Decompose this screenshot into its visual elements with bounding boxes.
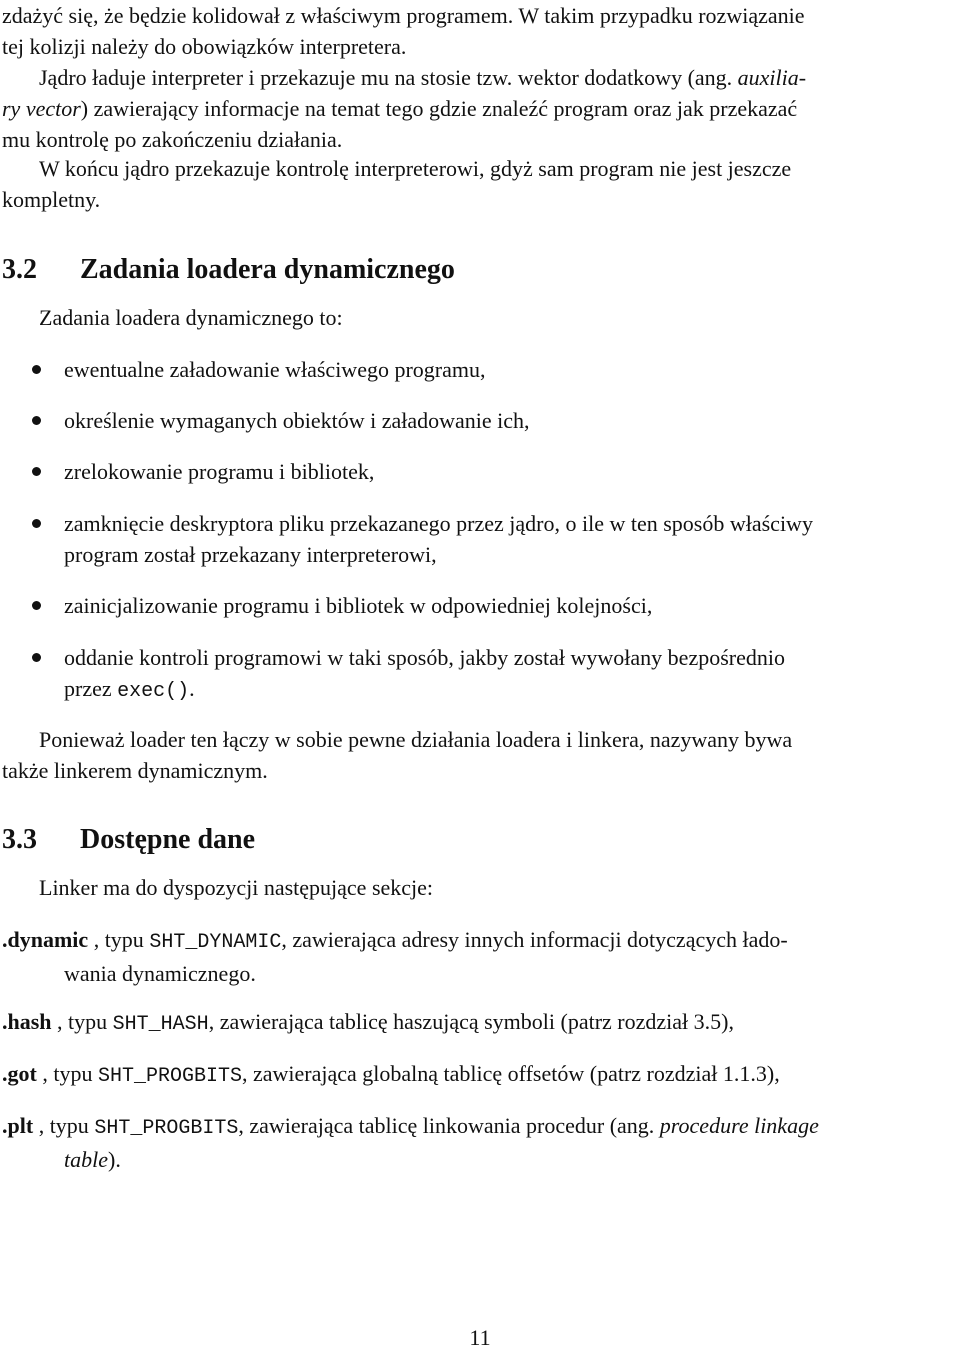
section-term: .plt bbox=[2, 1113, 34, 1138]
text-span: ). bbox=[108, 1147, 121, 1172]
paragraph-line bbox=[2, 93, 958, 124]
paragraph-line: W końcu jądro przekazuje kontrolę interpreterowi, gdyż sam program nie jest jeszcze bbox=[39, 156, 792, 181]
paragraph-line: także linkerem dynamicznym. bbox=[2, 758, 268, 783]
paragraph-line: kompletny. bbox=[2, 187, 101, 212]
bullet-icon bbox=[32, 416, 41, 425]
italic-term: procedure linkage bbox=[659, 1113, 819, 1138]
text-span: , typu bbox=[36, 1061, 98, 1086]
italic-term: auxilia- bbox=[737, 65, 807, 90]
definition-item bbox=[0, 924, 960, 989]
text-span: , typu bbox=[88, 927, 150, 952]
paragraph-line: zdażyć się, że będzie kolidował z właściwym programem. W takim przypadku rozwiązanie bbox=[2, 3, 805, 28]
paragraph-line: mu kontrolę po zakończeniu działania. bbox=[2, 127, 343, 152]
section-term: .hash bbox=[2, 1009, 52, 1034]
section-term: .dynamic bbox=[2, 927, 89, 952]
section-title: Dostępne dane bbox=[80, 824, 256, 855]
text-span: , zawierająca adresy innych informacji dotyczących łado- bbox=[281, 927, 788, 952]
paragraph-kernel-handoff bbox=[2, 153, 958, 215]
code-span: SHT_PROGBITS bbox=[94, 1117, 239, 1140]
definition-item bbox=[0, 1110, 960, 1175]
text-span: , zawierająca tablicę haszującą symboli (patrz rozdział 3.5), bbox=[208, 1009, 734, 1034]
section-term: .got bbox=[2, 1061, 37, 1086]
list-item-text: program został przekazany interpreterowi, bbox=[64, 542, 437, 567]
definition-item bbox=[0, 1058, 960, 1092]
bullet-icon bbox=[32, 519, 41, 528]
list-item-text: określenie wymaganych obiektów i załadowanie ich, bbox=[64, 408, 530, 433]
code-span: exec() bbox=[117, 680, 190, 703]
paragraph-line: tej kolizji należy do obowiązków interpretera. bbox=[2, 34, 407, 59]
paragraph-line bbox=[2, 62, 958, 93]
list-item-text: zrelokowanie programu i bibliotek, bbox=[64, 459, 375, 484]
bullet-icon bbox=[32, 365, 41, 374]
text-span: , typu bbox=[51, 1009, 113, 1034]
code-span: SHT_PROGBITS bbox=[97, 1065, 242, 1088]
paragraph-collision bbox=[2, 0, 958, 62]
definition-item bbox=[0, 1006, 960, 1040]
text-span: Jądro ładuje interpreter i przekazuje mu na stosie tzw. wektor dodatkowy (ang. bbox=[39, 65, 738, 90]
bullet-icon bbox=[32, 467, 41, 476]
text-span: . bbox=[189, 676, 195, 701]
bullet-icon bbox=[32, 601, 41, 610]
section-intro: Linker ma do dyspozycji następujące sekcje: bbox=[39, 875, 434, 900]
list-item bbox=[64, 590, 960, 621]
list-item-text bbox=[64, 673, 960, 707]
italic-term: table bbox=[64, 1147, 108, 1172]
definition-line: wania dynamicznego. bbox=[64, 961, 256, 986]
code-span: SHT_DYNAMIC bbox=[149, 931, 282, 954]
italic-term: ry vector bbox=[2, 96, 81, 121]
text-span: przez bbox=[64, 676, 118, 701]
page-number: 11 bbox=[469, 1325, 491, 1350]
list-item-text: oddanie kontroli programowi w taki sposób, jakby został wywołany bezpośrednio bbox=[64, 645, 785, 670]
code-span: SHT_HASH bbox=[112, 1013, 209, 1036]
list-item-text: ewentualne załadowanie właściwego programu, bbox=[64, 357, 486, 382]
section-heading bbox=[2, 822, 255, 858]
section-intro: Zadania loadera dynamicznego to: bbox=[39, 305, 343, 330]
section-title: Zadania loadera dynamicznego bbox=[80, 254, 455, 285]
bullet-icon bbox=[32, 653, 41, 662]
paragraph-line: Ponieważ loader ten łączy w sobie pewne działania loadera i linkera, nazywany bywa bbox=[39, 727, 793, 752]
text-span: , zawierająca tablicę linkowania procedur (ang. bbox=[238, 1113, 660, 1138]
list-item bbox=[64, 642, 960, 707]
list-item bbox=[64, 405, 960, 436]
definition-line bbox=[0, 924, 960, 958]
section-number: 3.3 bbox=[2, 824, 37, 855]
list-item-text: zamknięcie deskryptora pliku przekazanego przez jądro, o ile w ten sposób właściwy bbox=[64, 511, 813, 536]
list-item bbox=[64, 508, 960, 570]
list-item bbox=[64, 456, 960, 487]
definition-line bbox=[0, 1006, 960, 1040]
section-heading bbox=[2, 252, 455, 288]
paragraph-dynamic-linker bbox=[2, 724, 958, 786]
definition-line bbox=[0, 1058, 960, 1092]
list-item-text: zainicjalizowanie programu i bibliotek w odpowiedniej kolejności, bbox=[64, 593, 653, 618]
definition-line bbox=[0, 1144, 960, 1175]
text-span: ) zawierający informacje na temat tego gdzie znaleźć program oraz jak przekazać bbox=[80, 96, 798, 121]
text-span: , typu bbox=[33, 1113, 95, 1138]
section-number: 3.2 bbox=[2, 254, 37, 285]
list-item bbox=[64, 354, 960, 385]
text-span: , zawierająca globalną tablicę offsetów (patrz rozdział 1.1.3), bbox=[241, 1061, 780, 1086]
paragraph-auxiliary-vector bbox=[2, 62, 958, 155]
definition-line bbox=[0, 1110, 960, 1144]
